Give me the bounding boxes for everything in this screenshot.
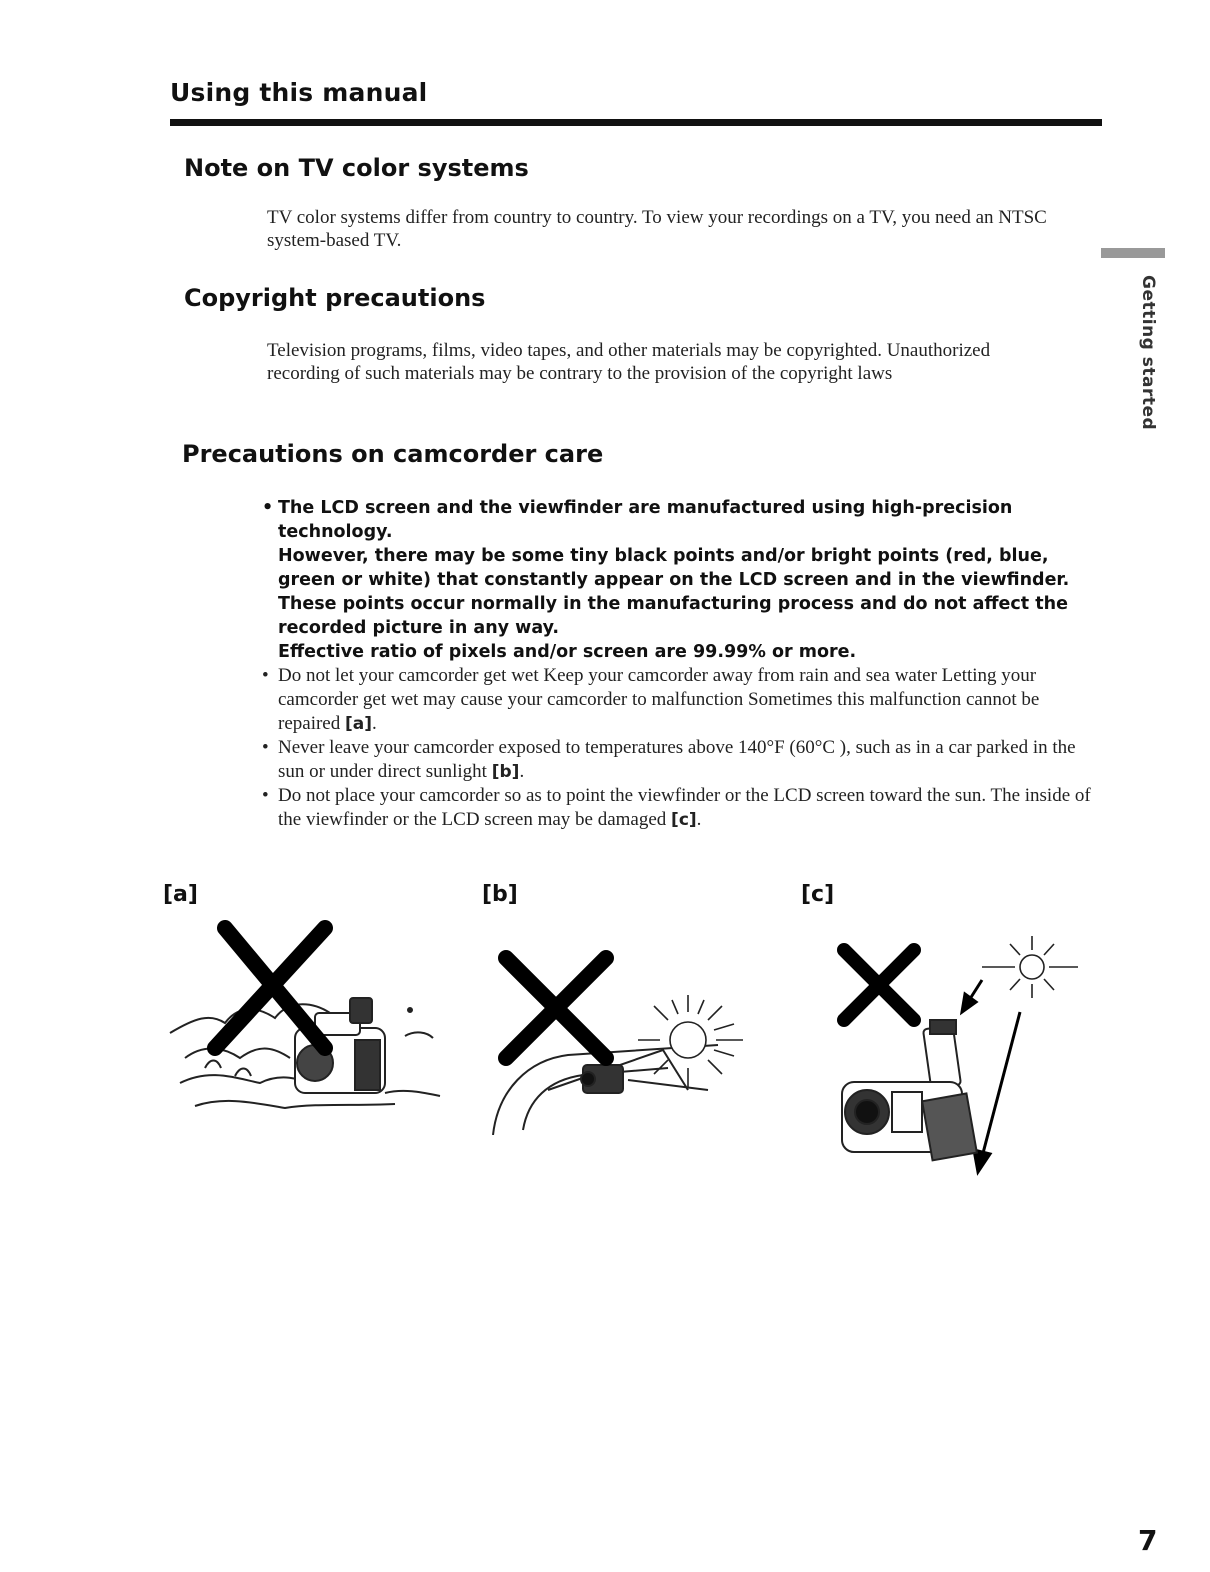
sun-bullet-text: Do not place your camcorder so as to point the viewfinder or the LCD screen toward the sun. The inside of the viewfinder or the LCD screen may be damaged xyxy=(278,785,1091,830)
bullet-dot: • xyxy=(262,498,274,518)
sun-bullet-ref: [c] xyxy=(671,810,697,830)
care-bullet-list xyxy=(262,496,1098,832)
copyright-paragraph: Television programs, films, video tapes, and other materials may be copyrighted. Unauthorized recording of such materials may be contrary to the provision of the copyright laws xyxy=(267,340,991,384)
lcd-bullet-line1: The LCD screen and the viewfinder are manufactured using high-precision technology. xyxy=(278,498,1013,542)
lcd-bullet-line2: However, there may be some tiny black points and/or bright points (red, blue, green or white) that constantly appear on the LCD screen and in the viewfinder. These points occur normally in the manufacturing process and do not affect the recorded picture in any way. xyxy=(278,546,1070,638)
section-heading-tv-color: Note on TV color systems xyxy=(184,154,529,182)
section-heading-copyright: Copyright precautions xyxy=(184,284,486,312)
chapter-tab-marker xyxy=(1093,240,1173,270)
figure-label-a: [a] xyxy=(163,882,198,907)
bullet-dot: • xyxy=(262,665,269,686)
title-rule xyxy=(170,119,1102,126)
figure-label-b: [b] xyxy=(482,882,518,907)
temp-bullet: • Never leave your camcorder exposed to temperatures above 140°F (60°C ), such as in a car parked in the sun or under direct sunlight [b]. xyxy=(262,737,1076,782)
wet-bullet-ref: [a] xyxy=(344,714,372,734)
wet-bullet-text: Do not let your camcorder get wet Keep your camcorder away from rain and sea water Letting your camcorder get wet may cause your camcorder to malfunction Sometimes this malfunction cannot be repaired xyxy=(278,665,1040,734)
camcorder-water-illustration xyxy=(165,918,455,1133)
bullet-dot: • xyxy=(262,785,269,806)
wet-bullet: • Do not let your camcorder get wet Keep your camcorder away from rain and sea water Letting your camcorder get wet may cause your camcorder to malfunction Sometimes this malfunction cannot be repaired [a]. xyxy=(262,665,1040,734)
page-number: 7 xyxy=(1138,1524,1158,1557)
bullet-dot: • xyxy=(262,737,269,758)
camcorder-facing-sun-illustration xyxy=(832,932,1092,1182)
figure-label-c: [c] xyxy=(801,882,835,907)
tv-color-paragraph: TV color systems differ from country to country. To view your recordings on a TV, you need an NTSC system-based TV. xyxy=(267,207,1047,251)
lcd-bullet xyxy=(262,496,1098,664)
lcd-bullet-line3: Effective ratio of pixels and/or screen are 99.99% or more. xyxy=(278,642,857,662)
temp-bullet-text: Never leave your camcorder exposed to temperatures above 140°F (60°C ), such as in a car parked in the sun or under direct sunlight xyxy=(278,737,1076,782)
page-title: Using this manual xyxy=(170,78,428,107)
camcorder-car-sun-illustration xyxy=(488,940,768,1135)
section-heading-camcorder-care: Precautions on camcorder care xyxy=(182,440,604,468)
temp-bullet-ref: [b] xyxy=(491,762,520,782)
sun-bullet: • Do not place your camcorder so as to point the viewfinder or the LCD screen toward the sun. The inside of the viewfinder or the LCD screen may be damaged [c]. xyxy=(262,785,1091,830)
chapter-label: Getting started xyxy=(1138,275,1158,431)
